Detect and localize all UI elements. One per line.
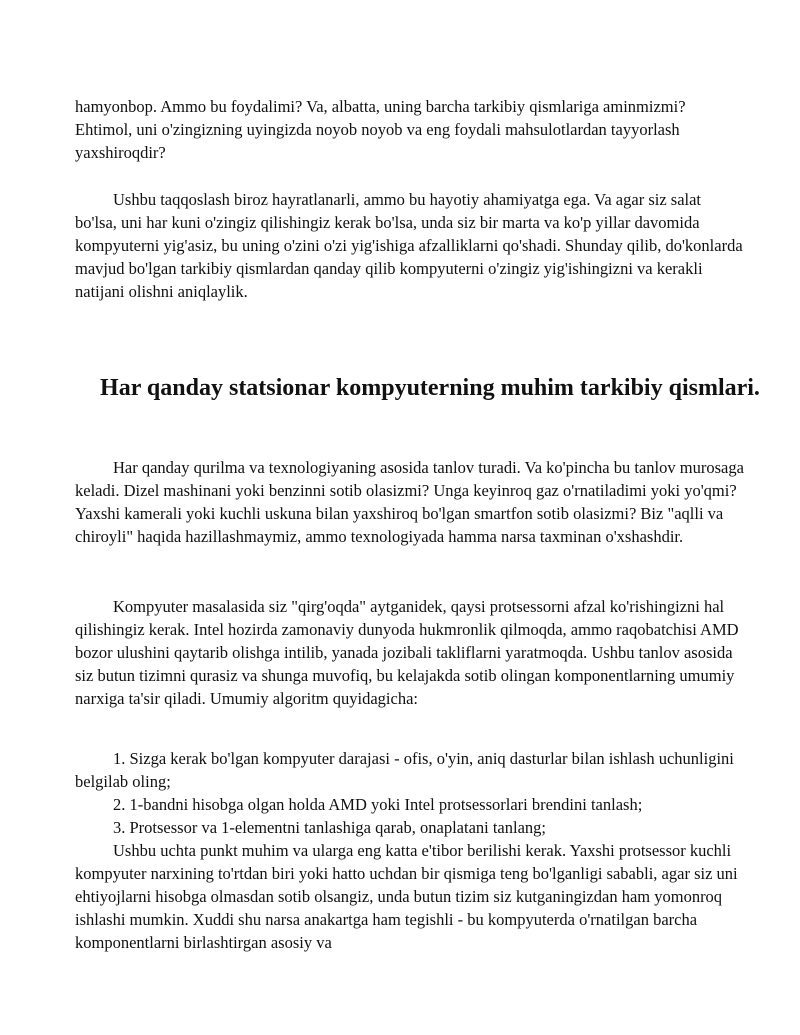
paragraph-intro: hamyonbop. Ammo bu foydalimi? Va, albatta, uning barcha tarkibiy qismlariga aminmizmi? Ehtimol, uni o'zingizning uyingizda noyob noyob va eng foydali mahsulotlardan tayyorlash yaxshiroqdir? (75, 97, 686, 162)
list-item: 3. Protsessor va 1-elementni tanlashiga qarab, onaplatani tanlang; (113, 818, 546, 837)
section-heading: Har qanday statsionar kompyuterning muhim tarkibiy qismlari. (100, 375, 760, 401)
algorithm-list (75, 747, 745, 954)
paragraph-comparison: Ushbu taqqoslash biroz hayratlanarli, ammo bu hayotiy ahamiyatga ega. Va agar siz salat bo'lsa, uni har kuni o'zingiz qilishingiz kerak bo'lsa, unda siz bir marta va ko'p yillar davomida kompyuterni yig'asiz, bu uning o'zini o'zi yig'ishiga afzalliklarni qo'shadi. Shunday qilib, do'konlarda mavjud bo'lgan tarkibiy qismlardan qanday qilib kompyuterni o'zingiz yig'ishingizni va kerakli natijani olishni aniqlaylik. (75, 190, 743, 301)
list-item: Ushbu uchta punkt muhim va ularga eng katta e'tibor berilishi kerak. Yaxshi protsessor kuchli kompyuter narxining to'rtdan biri yoki hatto uchdan bir qismiga teng bo'lganligi sababli, agar siz uni ehtiyojlarni hisobga olmasdan sotib olsangiz, unda butun tizim siz kutganingizdan ham yomonroq ishlashi mumkin. Xuddi shu narsa anakartga ham tegishli - bu kompyuterda o'rnatilgan barcha komponentlarni birlashtirgan asosiy va (75, 841, 738, 952)
paragraph-processor: Kompyuter masalasida siz "qirg'oqda" aytganidek, qaysi protsessorni afzal ko'rishingizni hal qilishingiz kerak. Intel hozirda zamonaviy dunyoda hukmronlik qilmoqda, ammo raqobatchisi AMD bozor ulushini qaytarib olishga intilib, yanada jozibali takliflarni yaratmoqda. Ushbu tanlov asosida siz butun tizimni qurasiz va shunga muvofiq, bu kelajakda sotib olingan komponentlarning umumiy narxiga ta'sir qiladi. Umumiy algoritm quyidagicha: (75, 597, 739, 708)
list-item: 2. 1-bandni hisobga olgan holda AMD yoki Intel protsessorlari brendini tanlash; (113, 795, 643, 814)
list-item: 1. Sizga kerak bo'lgan kompyuter darajasi - ofis, o'yin, aniq dasturlar bilan ishlash uchunligini belgilab oling; (75, 749, 734, 791)
paragraph-choice: Har qanday qurilma va texnologiyaning asosida tanlov turadi. Va ko'pincha bu tanlov murosaga keladi. Dizel mashinani yoki benzinni sotib olasizmi? Unga keyinroq gaz o'rnatiladimi yoki yo'qmi? Yaxshi kamerali yoki kuchli uskuna bilan yaxshiroq bo'lgan smartfon sotib olasizmi? Biz "aqlli va chiroyli" haqida hazillashmaymiz, ammo texnologiyada hamma narsa taxminan o'xshashdir. (75, 458, 744, 546)
